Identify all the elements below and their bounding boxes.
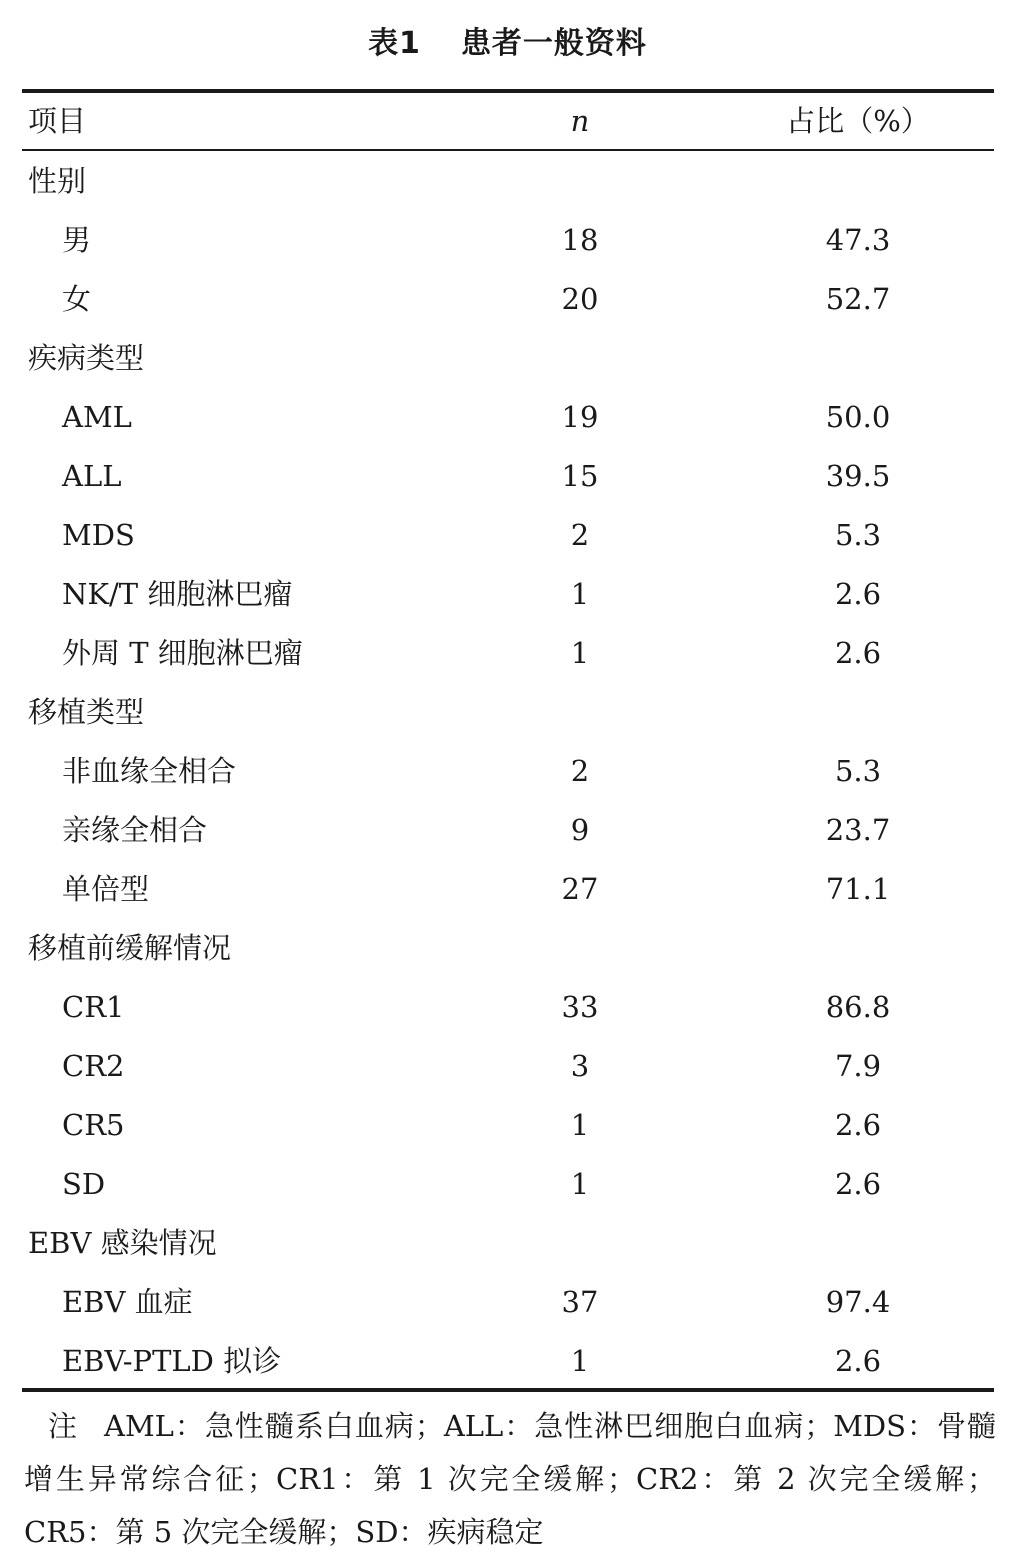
- row-n: 2: [570, 518, 590, 552]
- table-row: [0, 270, 1015, 329]
- row-label: SD: [62, 1167, 106, 1201]
- row-n: 33: [561, 990, 599, 1024]
- row-label: CR2: [62, 1049, 125, 1083]
- table-row: [0, 978, 1015, 1037]
- row-label: ALL: [62, 459, 122, 493]
- row-label: 女: [62, 282, 92, 316]
- row-n: 1: [570, 1167, 590, 1201]
- table-header: [0, 93, 1015, 149]
- table-row: [0, 1155, 1015, 1214]
- row-percent: 86.8: [825, 990, 891, 1024]
- group-label: 移植前缓解情况: [28, 931, 232, 965]
- table-row: [0, 1273, 1015, 1332]
- row-n: 1: [570, 577, 590, 611]
- table-group-row: [0, 919, 1015, 978]
- row-n: 3: [570, 1049, 590, 1083]
- row-percent: 71.1: [825, 872, 891, 906]
- table-row: [0, 388, 1015, 447]
- table-row: [0, 1332, 1015, 1391]
- row-n: 15: [561, 459, 599, 493]
- bottom-rule: [22, 1388, 994, 1392]
- table-row: [0, 801, 1015, 860]
- table-number: 表1: [368, 26, 421, 61]
- row-label: AML: [62, 400, 132, 434]
- row-percent: 39.5: [825, 459, 891, 493]
- table-row: [0, 1096, 1015, 1155]
- table-row: [0, 565, 1015, 624]
- table-row: [0, 742, 1015, 801]
- row-n: 1: [570, 1108, 590, 1142]
- note-text: AML：急性髓系白血病；ALL：急性淋巴细胞白血病；MDS：骨髓增生异常综合征；CR1：第 1 次完全缓解；CR2：第 2 次完全缓解；CR5：第 5 次完全缓解；SD：疾病稳定: [24, 1409, 996, 1549]
- table-row: [0, 860, 1015, 919]
- row-label: MDS: [62, 518, 135, 552]
- row-label: CR1: [62, 990, 125, 1024]
- table-row: [0, 1037, 1015, 1096]
- row-percent: 2.6: [834, 577, 882, 611]
- row-percent: 5.3: [834, 754, 882, 788]
- row-n: 2: [570, 754, 590, 788]
- row-percent: 97.4: [825, 1285, 891, 1319]
- row-n: 18: [561, 223, 599, 257]
- row-n: 1: [570, 636, 590, 670]
- header-rule: [22, 149, 994, 151]
- row-n: 27: [561, 872, 599, 906]
- table-row: [0, 506, 1015, 565]
- header-item: 项目: [28, 104, 87, 138]
- row-n: 19: [561, 400, 599, 434]
- row-percent: 47.3: [825, 223, 891, 257]
- table-row: [0, 624, 1015, 683]
- row-n: 20: [561, 282, 599, 316]
- table-group-row: [0, 152, 1015, 211]
- group-label: 疾病类型: [28, 341, 145, 375]
- table-group-row: [0, 329, 1015, 388]
- header-n: n: [570, 104, 590, 138]
- row-label: 外周 T 细胞淋巴瘤: [62, 636, 303, 670]
- row-percent: 50.0: [825, 400, 891, 434]
- row-label: NK/T 细胞淋巴瘤: [62, 577, 293, 611]
- row-label: EBV 血症: [62, 1285, 193, 1319]
- row-label: 单倍型: [62, 872, 150, 906]
- table-title: [0, 22, 1015, 66]
- row-percent: 7.9: [834, 1049, 882, 1083]
- row-label: 亲缘全相合: [62, 813, 208, 847]
- table-note: [24, 1400, 996, 1559]
- table-row: [0, 447, 1015, 506]
- row-percent: 2.6: [834, 1108, 882, 1142]
- table-body: [0, 152, 1015, 1391]
- table-row: [0, 211, 1015, 270]
- row-percent: 23.7: [825, 813, 891, 847]
- row-n: 9: [570, 813, 590, 847]
- header-percent: 占比（%）: [786, 104, 930, 138]
- group-label: 性别: [28, 164, 87, 198]
- row-percent: 2.6: [834, 1167, 882, 1201]
- row-n: 37: [561, 1285, 599, 1319]
- row-label: 男: [62, 223, 92, 257]
- table-group-row: [0, 1214, 1015, 1273]
- row-label: 非血缘全相合: [62, 754, 237, 788]
- row-label: EBV-PTLD 拟诊: [62, 1344, 282, 1378]
- group-label: 移植类型: [28, 695, 145, 729]
- row-percent: 5.3: [834, 518, 882, 552]
- table-group-row: [0, 683, 1015, 742]
- note-lead: 注: [48, 1409, 78, 1443]
- row-percent: 52.7: [825, 282, 891, 316]
- group-label: EBV 感染情况: [28, 1226, 217, 1260]
- table-title-text: 患者一般资料: [460, 26, 647, 61]
- row-n: 1: [570, 1344, 590, 1378]
- row-percent: 2.6: [834, 1344, 882, 1378]
- row-label: CR5: [62, 1108, 125, 1142]
- row-percent: 2.6: [834, 636, 882, 670]
